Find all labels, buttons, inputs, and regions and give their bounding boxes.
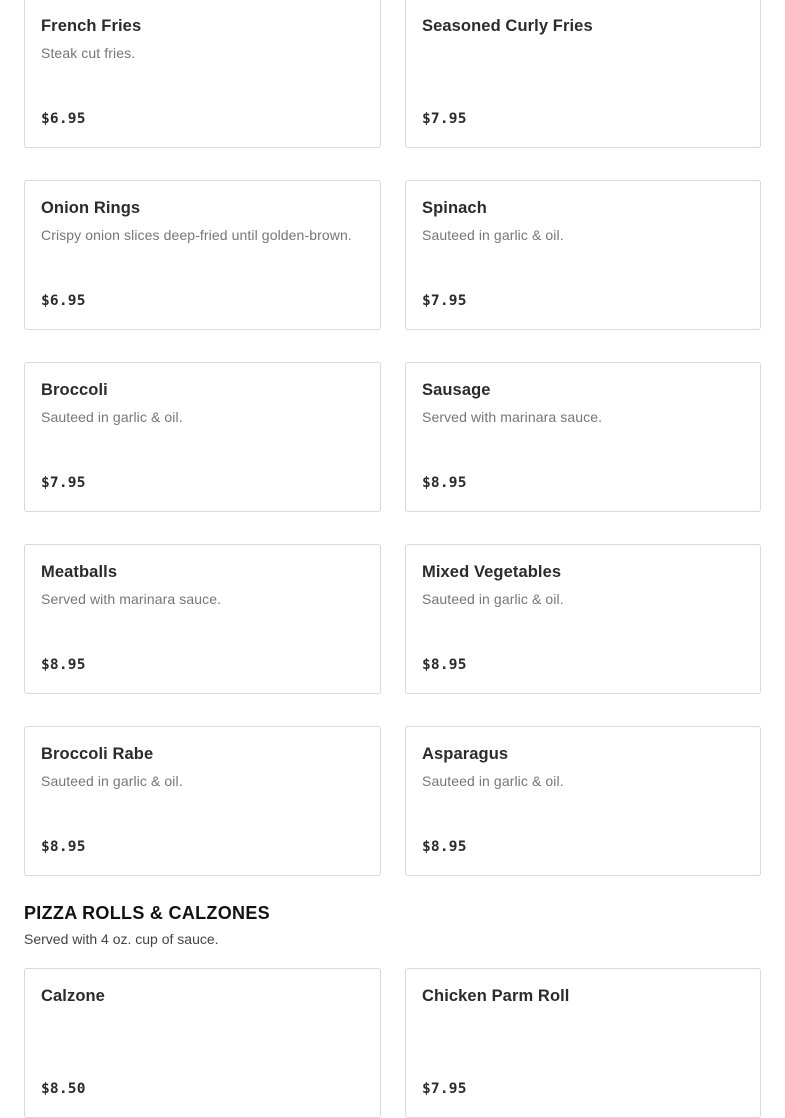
menu-item-name: Meatballs	[41, 563, 118, 581]
menu-item-description: Served with marinara sauce.	[41, 591, 222, 607]
menu-item-price: $8.95	[422, 657, 467, 673]
menu-item-description: Sauteed in garlic & oil.	[422, 227, 564, 243]
section-title: PIZZA ROLLS & CALZONES	[24, 903, 270, 923]
menu-item-name: Broccoli Rabe	[41, 745, 154, 763]
menu-item-price: $7.95	[422, 111, 467, 127]
section-subtitle: Served with 4 oz. cup of sauce.	[24, 931, 219, 947]
menu-item-card[interactable]	[24, 968, 381, 1118]
menu-item-description: Sauteed in garlic & oil.	[422, 773, 564, 789]
menu-item-price: $8.95	[41, 839, 86, 855]
menu-item-price: $8.95	[41, 657, 86, 673]
menu-item-card[interactable]	[24, 726, 381, 876]
menu-item-name: Calzone	[41, 987, 105, 1005]
menu-item-name: Onion Rings	[41, 199, 141, 217]
menu-item-card[interactable]	[405, 180, 761, 330]
menu-item-price: $7.95	[41, 475, 86, 491]
menu-item-name: Seasoned Curly Fries	[422, 17, 593, 35]
menu-item-description: Served with marinara sauce.	[422, 409, 603, 425]
menu-item-name: Chicken Parm Roll	[422, 987, 570, 1005]
menu-item-name: Sausage	[422, 381, 491, 399]
section-header-pizza-rolls	[24, 902, 785, 948]
menu-item-card[interactable]	[24, 180, 381, 330]
sides-grid	[24, 0, 761, 876]
menu-item-card[interactable]	[405, 726, 761, 876]
menu-item-name: Asparagus	[422, 745, 509, 763]
menu-item-card[interactable]	[405, 0, 761, 148]
menu-item-card[interactable]	[405, 362, 761, 512]
menu-item-name: Spinach	[422, 199, 487, 217]
menu-item-price: $7.95	[422, 1081, 467, 1097]
menu-item-price: $8.95	[422, 839, 467, 855]
menu-item-description: Sauteed in garlic & oil.	[422, 591, 564, 607]
menu-item-name: French Fries	[41, 17, 142, 35]
menu-item-description: Sauteed in garlic & oil.	[41, 409, 183, 425]
menu-item-name: Broccoli	[41, 381, 108, 399]
menu-item-price: $6.95	[41, 111, 86, 127]
menu-item-price: $7.95	[422, 293, 467, 309]
pizza-rolls-grid	[24, 968, 761, 1118]
menu-item-card[interactable]	[405, 544, 761, 694]
menu-item-name: Mixed Vegetables	[422, 563, 562, 581]
menu-item-price: $8.50	[41, 1081, 86, 1097]
menu-item-description: Crispy onion slices deep-fried until golden-brown.	[41, 227, 352, 243]
menu-item-price: $6.95	[41, 293, 86, 309]
menu-item-description: Steak cut fries.	[41, 45, 136, 61]
menu-item-description: Sauteed in garlic & oil.	[41, 773, 183, 789]
menu-item-card[interactable]	[24, 362, 381, 512]
menu-item-card[interactable]	[24, 544, 381, 694]
menu-item-card[interactable]	[405, 968, 761, 1118]
menu-item-price: $8.95	[422, 475, 467, 491]
menu-item-card[interactable]	[24, 0, 381, 148]
